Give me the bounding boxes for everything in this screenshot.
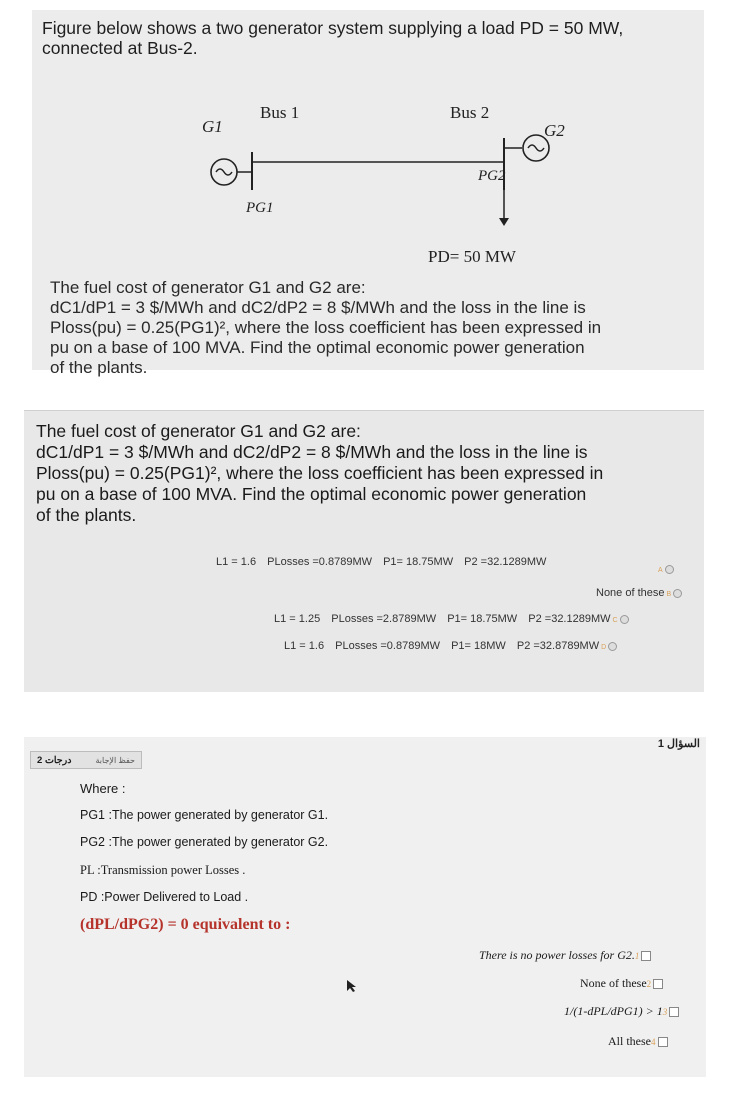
cost-line-5: of the plants. xyxy=(50,358,148,377)
def-pd: PD :Power Delivered to Load . xyxy=(80,890,249,904)
q-line-4: pu on a base of 100 MVA. Find the optimal economic power generation xyxy=(36,484,587,504)
bus1-label: Bus 1 xyxy=(260,103,300,122)
option-a-marker[interactable]: A xyxy=(658,563,682,575)
load-arrow-icon xyxy=(499,218,509,226)
q-line-5: of the plants. xyxy=(36,505,137,525)
option-2[interactable]: None of these2 xyxy=(580,976,663,991)
save-answer-link[interactable]: حفظ الإجابة xyxy=(95,755,135,765)
option-4[interactable]: All these4 xyxy=(608,1034,668,1049)
cost-line-4: pu on a base of 100 MVA. Find the optimal economic power generation xyxy=(50,338,585,357)
q-line-1: The fuel cost of generator G1 and G2 are: xyxy=(36,421,361,441)
mouse-cursor-icon xyxy=(346,979,358,993)
cost-heading: The fuel cost of generator G1 and G2 are: xyxy=(50,278,366,297)
radio-b[interactable] xyxy=(673,589,682,598)
pg2-label: PG2 xyxy=(478,168,506,184)
option-d[interactable]: L1 = 1.6 PLosses =0.8789MW P1= 18MW P2 =32.8789MW D xyxy=(284,640,625,652)
checkbox-3[interactable] xyxy=(669,1007,679,1017)
def-pg1: PG1 :The power generated by generator G1. xyxy=(80,808,329,822)
option-c[interactable]: L1 = 1.25 PLosses =2.8789MW P1= 18.75MW P2 =32.1289MW C xyxy=(274,613,637,625)
problem-figure-panel xyxy=(32,10,704,377)
radio-a[interactable] xyxy=(665,565,674,574)
checkbox-1[interactable] xyxy=(641,951,651,961)
pd-label: PD= 50 MW xyxy=(428,247,516,266)
two-bus-diagram xyxy=(32,100,704,300)
q-line-2: dC1/dP1 = 3 $/MWh and dC2/dP2 = 8 $/MWh and the loss in the line is xyxy=(36,442,588,462)
question-number: السؤال 1 xyxy=(657,738,700,750)
radio-c[interactable] xyxy=(620,615,629,624)
radio-d[interactable] xyxy=(608,642,617,651)
option-b[interactable]: None of these B xyxy=(596,587,690,599)
g1-label: G1 xyxy=(202,117,223,136)
bus2-label: Bus 2 xyxy=(450,103,490,122)
question-1-panel xyxy=(24,737,706,1077)
pg1-label: PG1 xyxy=(246,200,274,216)
g2-label: G2 xyxy=(544,121,565,140)
q-line-3: Ploss(pu) = 0.25(PG1)², where the loss coefficient has been expressed in xyxy=(36,463,604,483)
option-1[interactable]: There is no power losses for G2.1 xyxy=(479,948,651,963)
question-prompt: (dPL/dPG2) = 0 equivalent to : xyxy=(80,916,291,933)
option-3[interactable]: 1/(1-dPL/dPG1) > 13 xyxy=(564,1004,679,1019)
cost-line-3: Ploss(pu) = 0.25(PG1)², where the loss coefficient has been expressed in xyxy=(50,318,602,337)
question-text xyxy=(36,421,696,526)
checkbox-4[interactable] xyxy=(658,1037,668,1047)
where-label: Where : xyxy=(80,781,126,796)
def-pl: PL :Transmission power Losses . xyxy=(80,863,246,877)
question-options-panel xyxy=(24,410,704,692)
question-info-box xyxy=(30,751,142,769)
def-pg2: PG2 :The power generated by generator G2. xyxy=(80,835,329,849)
cost-description xyxy=(50,278,700,378)
checkbox-2[interactable] xyxy=(653,979,663,989)
problem-intro: Figure below shows a two generator system supplying a load PD = 50 MW, connected at Bus-2. xyxy=(42,18,624,58)
option-a[interactable]: L1 = 1.6 PLosses =0.8789MW P1= 18.75MW P2 =32.1289MW xyxy=(216,556,547,568)
points-badge: 2 درجات xyxy=(37,754,72,766)
cost-line-2: dC1/dP1 = 3 $/MWh and dC2/dP2 = 8 $/MWh and the loss in the line is xyxy=(50,298,586,317)
